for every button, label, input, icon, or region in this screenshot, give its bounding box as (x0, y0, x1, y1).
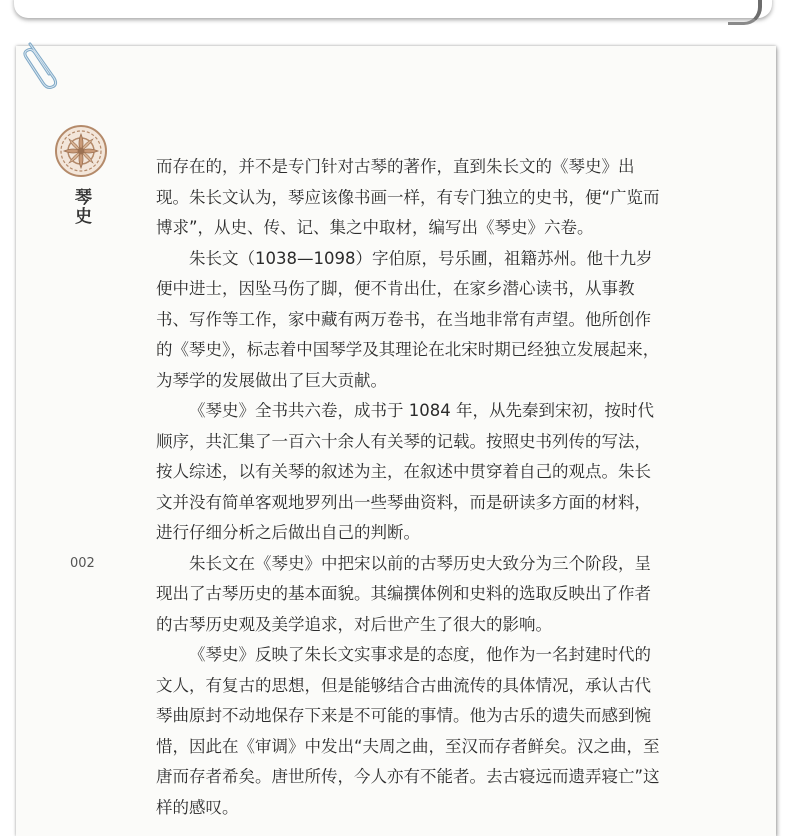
paragraph: 而存在的，并不是专门针对古琴的著作，直到朱长文的《琴史》出现。朱长文认为，琴应该像书画一样，有专门独立的史书，便“广览而博求”，从史、传、记、集之中取材，编写出《琴史》六卷。 (156, 157, 660, 237)
running-title: 琴史 (71, 188, 91, 226)
paragraph: 《琴史》全书共六卷，成书于 1084 年，从先秦到宋初，按时代顺序，共汇集了一百六十余人有关琴的记载。按照史书列传的写法，按人综述，以有关琴的叙述为主，在叙述中贯穿着自己的观点。朱长文并没有简单客观地罗列出一些琴曲资料，而是研读多方面的材料，进行仔细分析之后做出自己的判断。 (156, 401, 654, 542)
body-text (156, 152, 666, 823)
previous-page-edge (14, 0, 772, 18)
paragraph: 《琴史》反映了朱长文实事求是的态度，他作为一名封建时代的文人，有复古的思想，但是能够结合古曲流传的具体情况，承认古代琴曲原封不动地保存下来是不可能的事情。他为古乐的遗失而感到惋惜，因此在《审调》中发出“夫周之曲，至汉而存者鲜矣。汉之曲，至唐而存者希矣。唐世所传，今人亦有不能者。去古寝远而遗弄寝亡”这样的感叹。 (156, 645, 660, 817)
ornamental-medallion-icon (54, 124, 108, 178)
page-number: 002 (70, 556, 95, 571)
paperclip-icon (20, 38, 64, 90)
paragraph: 朱长文在《琴史》中把宋以前的古琴历史大致分为三个阶段，呈现出了古琴历史的基本面貌。其编撰体例和史料的选取反映出了作者的古琴历史观及美学追求，对后世产生了很大的影响。 (156, 553, 651, 634)
page-curl (728, 0, 762, 25)
paragraph: 朱长文（1038—1098）字伯原，号乐圃，祖籍苏州。他十九岁便中进士，因坠马伤了脚，便不肯出仕，在家乡潜心读书，从事教书、写作等工作，家中藏有两万卷书，在当地非常有声望。他所创作的《琴史》，标志着中国琴学及其理论在北宋时期已经独立发展起来，为琴学的发展做出了巨大贡献。 (156, 248, 660, 390)
